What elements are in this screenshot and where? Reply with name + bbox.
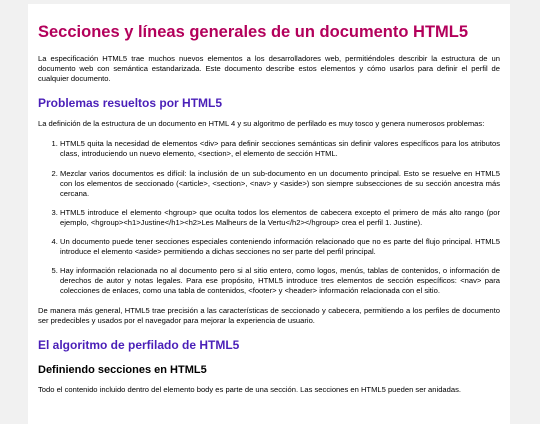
- defining-sections-paragraph: Todo el contenido incluido dentro del elemento body es parte de una sección. Las secciones en HTML5 pueden ser anidadas.: [38, 385, 461, 395]
- subsection-heading-defining-sections: Definiendo secciones en HTML5: [38, 364, 207, 377]
- problems-lead-paragraph: La definición de la estructura de un documento en HTML 4 y su algoritmo de perfilado es muy tosco y genera numerosos problemas:: [38, 119, 485, 129]
- list-item: 2. Mezclar varios documentos es difícil: la inclusión de un sub-documento en un documento principal. Esto se resuelve en HTML5 con los elementos de seccionado (<article>, <section>, <nav> y <aside>) son siempre subsecciones de su sección ancestra más cercana.: [60, 169, 500, 199]
- list-item: 1. HTML5 quita la necesidad de elementos <div> para definir secciones semánticas sin definir valores específicos para los atributos class, introduciendo un nuevo elemento, <section>, el elemento de sección HTML.: [60, 139, 500, 159]
- intro-paragraph: La especificación HTML5 trae muchos nuevos elementos a los desarrolladores web, permitiéndoles describir la estructura de un documento web con semántica estandarizada. Este documento describe estos elementos y cómo usarlos para definir el perfil de cualquier documento.: [38, 53, 500, 83]
- page-title: Secciones y líneas generales de un documento HTML5: [38, 23, 469, 41]
- problems-closing-paragraph: De manera más general, HTML5 trae precisión a las características de seccionado y cabecera, permitiendo a los perfiles de documento ser predecibles y usados por el navegador para mejorar la experiencia de usuario.: [38, 305, 500, 325]
- problems-list: [38, 139, 500, 296]
- document-page: [28, 4, 510, 424]
- list-item: 5. Hay información relacionada no al documento pero si al sitio entero, como logos, menús, tablas de contenidos, o información de derechos de autor y notas legales. Para ese propósito, HTML5 introduce tres elementos de sección específicos: <nav> para colecciones de enlaces, como una tabla de contenidos, <footer> y <header> información relacionada con el sitio.: [60, 266, 500, 296]
- list-item: 3. HTML5 introduce el elemento <hgroup> que oculta todos los elementos de cabecera excepto el primero de más alto rango (por ejemplo, <hgroup><h1>Justine</h1><h2>Les Malheurs de la Vertu</h2></hgroup> crea el perfil 1. Justine).: [60, 208, 500, 228]
- section-heading-algorithm: El algoritmo de perfilado de HTML5: [38, 337, 240, 352]
- section-heading-problems: Problemas resueltos por HTML5: [38, 95, 223, 110]
- list-item: 4. Un documento puede tener secciones especiales conteniendo información relacionado que no es parte del flujo principal. HTML5 introduce el elemento <aside> permitiendo a dichas secciones no ser parte del perfil principal.: [60, 237, 500, 257]
